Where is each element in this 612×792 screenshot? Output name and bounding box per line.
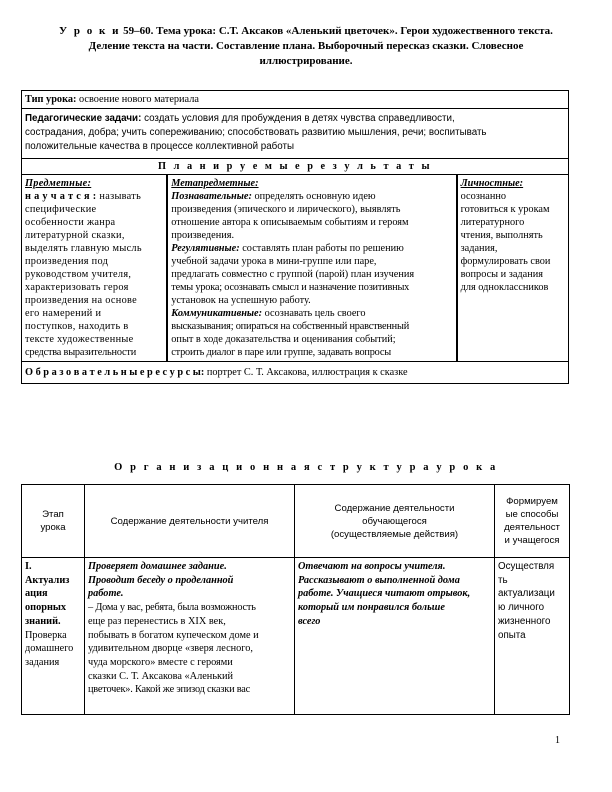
subject-label: Предметные:	[25, 178, 92, 189]
header-line-1	[40, 24, 572, 39]
subject-line-7: характеризовать героя	[25, 282, 129, 293]
regulative-first: составлять план работы по решению	[242, 243, 404, 254]
subject-line-5: произведения под	[25, 256, 109, 267]
teacher-italic-line-2: Проводит беседу о проделанной	[88, 574, 234, 586]
teacher-line-1: – Дома у вас, ребята, была возможность	[88, 602, 256, 614]
student-line-5: всего	[298, 615, 321, 627]
org-table-header-row	[22, 485, 570, 558]
lesson-header	[40, 24, 572, 69]
subject-line-4: выделять главную мысль	[25, 243, 142, 254]
lesson-type-cell	[22, 91, 569, 109]
communicative-line-1: высказывания; опираться на собственный нравственный	[171, 321, 410, 332]
meta-results-cell	[167, 175, 456, 362]
communicative-line-2: опыт в ходе доказательства и оценивания событий;	[171, 334, 396, 345]
subject-line-3: литературной сказки,	[25, 230, 125, 241]
teacher-italic-line-3: работе.	[88, 588, 124, 600]
header-stage-line-1: Этап	[42, 509, 64, 520]
personal-results-cell	[457, 175, 569, 362]
personal-line-7: вопросы и задания	[460, 269, 543, 280]
org-structure-table	[21, 484, 570, 715]
methods-line-3: актуализаци	[498, 588, 555, 600]
regulative-line-1: учебной задачи урока в мини-группе или паре,	[171, 256, 377, 267]
stage-line-1: Актуализ	[25, 574, 70, 586]
communicative-first: осознавать цель своего	[264, 308, 366, 319]
subject-line-11: тексте художественные	[25, 334, 134, 345]
student-line-2: Рассказывают о выполненной дома	[298, 574, 460, 586]
stage-line-4: знаний.	[25, 615, 61, 627]
header-student-line-2: обучающегося	[362, 515, 427, 527]
stage-plain-line-2: домашнего	[25, 643, 74, 655]
subject-line-1: специфические	[25, 204, 97, 215]
communicative-line-3: строить диалог в паре или группе, задавать вопросы	[171, 347, 391, 358]
subject-line-9: его намерений и	[25, 308, 102, 319]
teacher-line-7: цветочек». Какой же эпизод сказки вас	[88, 684, 251, 696]
stage-plain-line-1: Проверка	[25, 629, 67, 641]
planned-results-title: П л а н и р у е м ы е р е з у л ь т а т ы	[22, 159, 569, 175]
cognitive-line-1: произведения (эпического и лирического), выявлять	[171, 204, 401, 215]
personal-line-1: осознанно	[460, 191, 507, 202]
tasks-line-2: сострадания, добра; учить сопереживанию; способствовать развитию мышления, речи; воспитывать	[25, 127, 487, 138]
subject-results-cell	[22, 175, 168, 362]
subject-line-8: произведения на основе	[25, 295, 138, 306]
methods-line-1: Осуществля	[498, 561, 555, 572]
teacher-italic-line-1: Проверяет домашнее задание.	[88, 561, 227, 572]
stage-line-3: опорных	[25, 602, 67, 614]
header-stage	[22, 485, 85, 558]
teacher-line-3: побывать в богатом купеческом доме и	[88, 629, 259, 641]
header-methods-line-1: Формируем	[506, 496, 558, 507]
header-line-2: Деление текста на части. Составление плана. Выборочный пересказ сказки. Словесное	[88, 40, 524, 52]
table-row	[22, 558, 570, 715]
tasks-cell	[22, 109, 569, 159]
methods-line-4: ю личного	[498, 602, 545, 614]
teacher-line-5: чуда морского» вместе с героями	[88, 656, 233, 668]
teacher-line-2: еще раз перенестись в XIX век,	[88, 615, 226, 627]
header-prefix: У р о к и	[59, 25, 121, 37]
header-methods-line-3: деятельност	[504, 522, 560, 533]
subject-line-2: особенности жанра	[25, 217, 116, 228]
meta-label: Метапредметные:	[171, 178, 259, 189]
stage-line-2: ация	[25, 588, 48, 600]
teacher-line-6: сказки С. Т. Аксакова «Аленький	[88, 670, 234, 682]
header-student-line-3: (осуществляемые действия)	[330, 528, 459, 540]
stage-plain-line-3: задания	[25, 656, 60, 668]
resources-value: портрет С. Т. Аксакова, иллюстрация к сказке	[206, 367, 408, 378]
student-cell	[295, 558, 495, 715]
personal-line-4: чтения, выполнять	[460, 230, 543, 241]
regulative-line-4: установок на успешную работу.	[171, 295, 311, 306]
cognitive-first: определять основную идею	[254, 191, 376, 202]
communicative-label: Коммуникативные:	[171, 308, 263, 319]
tasks-label: Педагогические задачи:	[25, 113, 142, 124]
header-student	[295, 485, 495, 558]
cognitive-line-3: произведения.	[171, 230, 235, 241]
header-methods-line-2: ые способы	[505, 509, 559, 520]
methods-line-5: жизненного	[498, 615, 551, 627]
methods-line-2: ть	[498, 574, 508, 586]
header-methods	[495, 485, 570, 558]
resources-cell	[22, 362, 569, 384]
org-structure-title: О р г а н и з а ц и о н н а я с т р у к т у р а у р о к а	[114, 462, 498, 473]
resources-label: О б р а з о в а т е л ь н ы е р е с у р с ы:	[25, 367, 205, 378]
teacher-cell	[85, 558, 295, 715]
stage-cell	[22, 558, 85, 715]
header-line-1-rest: 59–60. Тема урока: С.Т. Аксаков «Аленький цветочек». Герои художественного текста.	[123, 25, 553, 37]
personal-line-3: литературного	[460, 217, 525, 228]
stage-number: I.	[25, 561, 32, 572]
personal-line-6: формулировать свои	[460, 256, 551, 267]
header-student-line-1: Содержание деятельности	[334, 502, 455, 514]
regulative-line-3: темы урока; осознавать смысл и назначение позитивных	[171, 282, 410, 293]
tasks-line-3: положительные качества в процессе коллективной работы	[25, 141, 295, 152]
student-line-1: Отвечают на вопросы учителя.	[298, 561, 446, 572]
student-line-4: который им понравился больше	[298, 602, 445, 614]
subject-first-rest: называть	[99, 191, 142, 202]
personal-line-8: для одноклассников	[460, 282, 549, 293]
header-methods-line-4: и учащегося	[504, 535, 560, 546]
methods-line-6: опыта	[498, 629, 526, 641]
cognitive-label: Познавательные:	[171, 191, 252, 202]
tasks-line-1: создать условия для пробуждения в детях чувства справедливости,	[144, 113, 455, 124]
methods-cell	[495, 558, 570, 715]
personal-line-5: задания,	[460, 243, 498, 254]
personal-line-2: готовиться к урокам	[460, 204, 550, 215]
lesson-type-label: Тип урока:	[25, 94, 77, 105]
header-stage-line-2: урока	[40, 522, 66, 533]
subject-line-10: поступков, находить в	[25, 321, 129, 332]
header-teacher: Содержание деятельности учителя	[85, 485, 295, 558]
regulative-label: Регулятивные:	[171, 243, 240, 254]
subject-line-6: руководством учителя,	[25, 269, 132, 280]
regulative-line-2: предлагать совместно с группой (парой) план изучения	[171, 269, 415, 280]
subject-line-12: средства выразительности	[25, 347, 137, 358]
personal-label: Личностные:	[460, 178, 524, 189]
lesson-type-value: освоение нового материала	[79, 94, 199, 105]
student-line-3: работе. Учащиеся читают отрывок,	[298, 588, 471, 600]
lesson-info-table	[21, 90, 569, 384]
cognitive-line-2: отношение автора к описываемым событиям и героям	[171, 217, 409, 228]
subject-keyword: н а у ч а т с я :	[25, 191, 97, 202]
teacher-line-4: удивительном дворце «зверя лесного,	[88, 643, 253, 655]
page-number: 1	[555, 735, 560, 746]
header-line-3: иллюстрирование.	[259, 55, 353, 67]
